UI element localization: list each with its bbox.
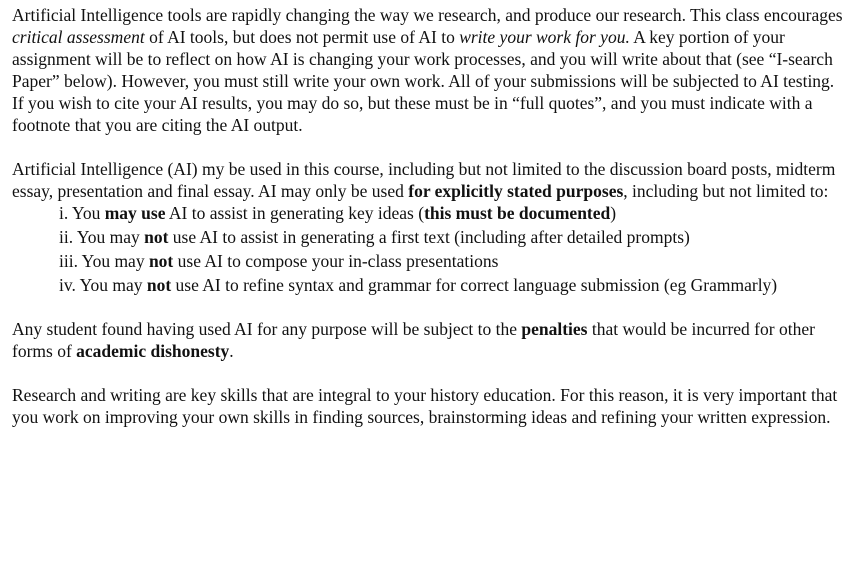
- list-item: [59, 226, 844, 248]
- rule-text: ): [610, 203, 617, 223]
- rule-emphasis: not: [144, 227, 169, 247]
- emphasis-critical-assessment: critical assessment: [12, 27, 145, 47]
- ai-tools-intro-paragraph: [12, 4, 844, 136]
- rule-text: use AI to compose your in-class presentations: [173, 251, 499, 271]
- bold-academic-dishonesty: academic dishonesty: [76, 341, 230, 361]
- list-item: [59, 274, 844, 296]
- rule-emphasis: may use: [104, 203, 166, 223]
- text-segment: A key portion of your assignment will be to reflect on how AI is changing your work processes, and you will write about that (see “I-search Paper” below). However, you must still write your own work. All of your submissions will be subjected to AI testing. If you wish to cite your AI results, you may do so, but these must be in “full quotes”, and you must indicate with a footnote that you are citing the AI output.: [12, 27, 835, 135]
- ai-usage-paragraph: [12, 158, 844, 202]
- bold-explicit-purposes: for explicitly stated purposes: [408, 181, 624, 201]
- skills-paragraph: Research and writing are key skills that are integral to your history education. For this reason, it is very important that you work on improving your own skills in finding sources, brainstorming ideas and refining your written expression.: [12, 385, 838, 427]
- text-segment: , including but not limited to:: [623, 181, 829, 201]
- rule-text: i. You: [59, 203, 105, 223]
- ai-rules-list: [59, 202, 844, 296]
- text-segment: .: [229, 341, 234, 361]
- list-item: [59, 250, 844, 272]
- rule-text: use AI to assist in generating a first text (including after detailed prompts): [168, 227, 690, 247]
- penalties-paragraph: [12, 318, 844, 362]
- ai-policy-document: [12, 4, 844, 428]
- rule-text: AI to assist in generating key ideas (: [165, 203, 425, 223]
- rule-emphasis: not: [148, 251, 174, 271]
- text-segment: Any student found having used AI for any purpose will be subject to the: [12, 319, 522, 339]
- emphasis-write-your-work: write your work for you.: [459, 27, 630, 47]
- text-segment: that would be incurred for other forms of: [12, 319, 815, 361]
- rule-emphasis: this must be documented: [424, 203, 611, 223]
- bold-penalties: penalties: [521, 319, 588, 339]
- rule-text: iii. You may: [59, 251, 149, 271]
- rule-text: use AI to refine syntax and grammar for correct language submission (eg Grammarly): [171, 275, 778, 295]
- text-segment: Artificial Intelligence tools are rapidly changing the way we research, and produce our research. This class encourages: [12, 5, 843, 25]
- rule-emphasis: not: [146, 275, 172, 295]
- rule-text: iv. You may: [59, 275, 147, 295]
- text-segment: Artificial Intelligence (AI) my be used in this course, including but not limited to the discussion board posts, midterm essay, presentation and final essay. AI may only be used: [12, 159, 836, 201]
- list-item: [59, 202, 844, 224]
- rule-text: ii. You may: [59, 227, 145, 247]
- text-segment: of AI tools, but does not permit use of AI to: [144, 27, 460, 47]
